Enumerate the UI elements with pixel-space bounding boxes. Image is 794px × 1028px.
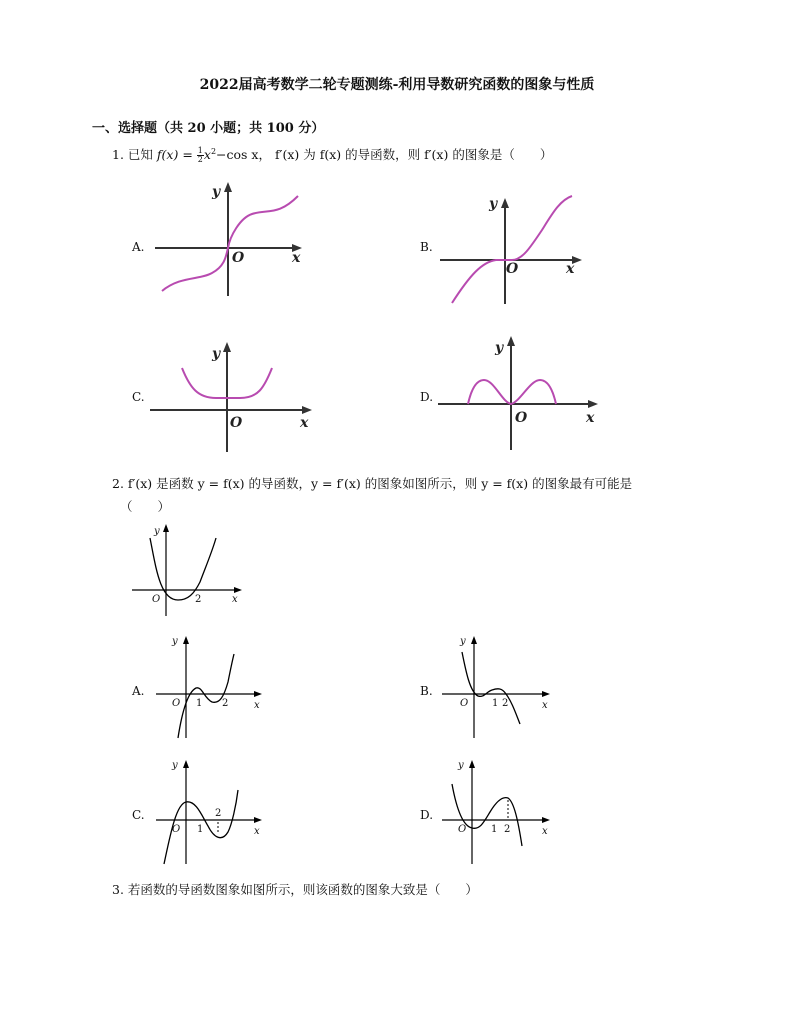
q1-graph-b — [440, 190, 590, 308]
x-axis-label: x — [292, 250, 301, 266]
option-d-label[interactable]: D. — [420, 808, 434, 822]
x-variable: x — [203, 147, 211, 162]
tick-1: 1 — [197, 824, 204, 835]
x-axis-label: x — [586, 410, 595, 426]
y-axis-label: y — [212, 346, 221, 362]
tick-2: 2 — [195, 594, 202, 605]
y-axis-label: y — [154, 526, 160, 537]
y-axis-label: y — [489, 196, 498, 212]
question-number: 1. — [112, 147, 124, 162]
section-heading: 一、选择题（共 20 小题；共 100 分） — [92, 121, 325, 136]
origin-label: O — [172, 824, 181, 835]
origin-label: O — [458, 824, 467, 835]
origin-label: O — [506, 261, 519, 277]
tick-2: 2 — [222, 698, 229, 709]
option-b-label[interactable]: B. — [420, 240, 433, 254]
q2-graph-a — [152, 632, 270, 740]
y-axis-label: y — [172, 636, 178, 647]
option-c-label[interactable]: C. — [132, 390, 145, 404]
q2-graph-b — [440, 632, 558, 740]
q2-derivative-graph — [128, 520, 248, 620]
cos-term: −cos x， — [216, 147, 271, 162]
x-axis-label: x — [300, 415, 309, 431]
fraction-one-half: $\frac{1}{2}$ — [197, 146, 203, 164]
y-axis-label: y — [495, 340, 504, 356]
question-2: 2. f′(x) 是函数 y = f(x) 的导函数，y = f′(x) 的图象如图所示，则 y = f(x) 的图象最有可能是 — [112, 476, 633, 491]
origin-label: O — [460, 698, 469, 709]
option-a-label[interactable]: A. — [132, 684, 145, 698]
y-axis-label: y — [172, 760, 178, 771]
option-d-label[interactable]: D. — [420, 390, 434, 404]
tick-1: 1 — [491, 824, 498, 835]
exponent: 2 — [210, 146, 217, 156]
page-title: 2022届高考数学二轮专题测练-利用导数研究函数的图象与性质 — [199, 77, 595, 93]
x-axis-label: x — [232, 594, 238, 605]
tick-2: 2 — [215, 808, 222, 819]
y-axis-label: y — [458, 760, 464, 771]
tick-1: 1 — [196, 698, 203, 709]
question-2-answer-blank: （ ） — [120, 499, 171, 514]
y-axis-label: y — [460, 636, 466, 647]
function-expression: f(x) = — [156, 147, 193, 162]
question-3: 3. 若函数的导函数图象如图所示，则该函数的图象大致是（ ） — [112, 882, 478, 897]
q2-graph-c — [152, 756, 270, 866]
x-axis-label: x — [254, 826, 260, 837]
question-text-rest: f′(x) 为 f(x) 的导函数，则 f′(x) 的图象是（ ） — [274, 147, 553, 162]
y-axis-label: y — [212, 184, 221, 200]
option-a-label[interactable]: A. — [132, 240, 145, 254]
origin-label: O — [515, 410, 528, 426]
tick-2: 2 — [502, 698, 509, 709]
origin-label: O — [152, 594, 161, 605]
x-axis-label: x — [566, 261, 575, 277]
origin-label: O — [172, 698, 181, 709]
option-b-label[interactable]: B. — [420, 684, 433, 698]
x-axis-label: x — [542, 826, 548, 837]
origin-label: O — [230, 415, 243, 431]
x-axis-label: x — [542, 700, 548, 711]
question-text: 已知 — [127, 147, 153, 162]
option-c-label[interactable]: C. — [132, 808, 145, 822]
tick-1: 1 — [492, 698, 499, 709]
origin-label: O — [232, 250, 245, 266]
tick-2: 2 — [504, 824, 511, 835]
q1-graph-c — [150, 340, 318, 455]
q1-graph-d — [438, 334, 606, 454]
q1-graph-a — [150, 178, 310, 303]
q2-graph-d — [440, 756, 558, 866]
x-axis-label: x — [254, 700, 260, 711]
question-1 — [112, 145, 552, 164]
